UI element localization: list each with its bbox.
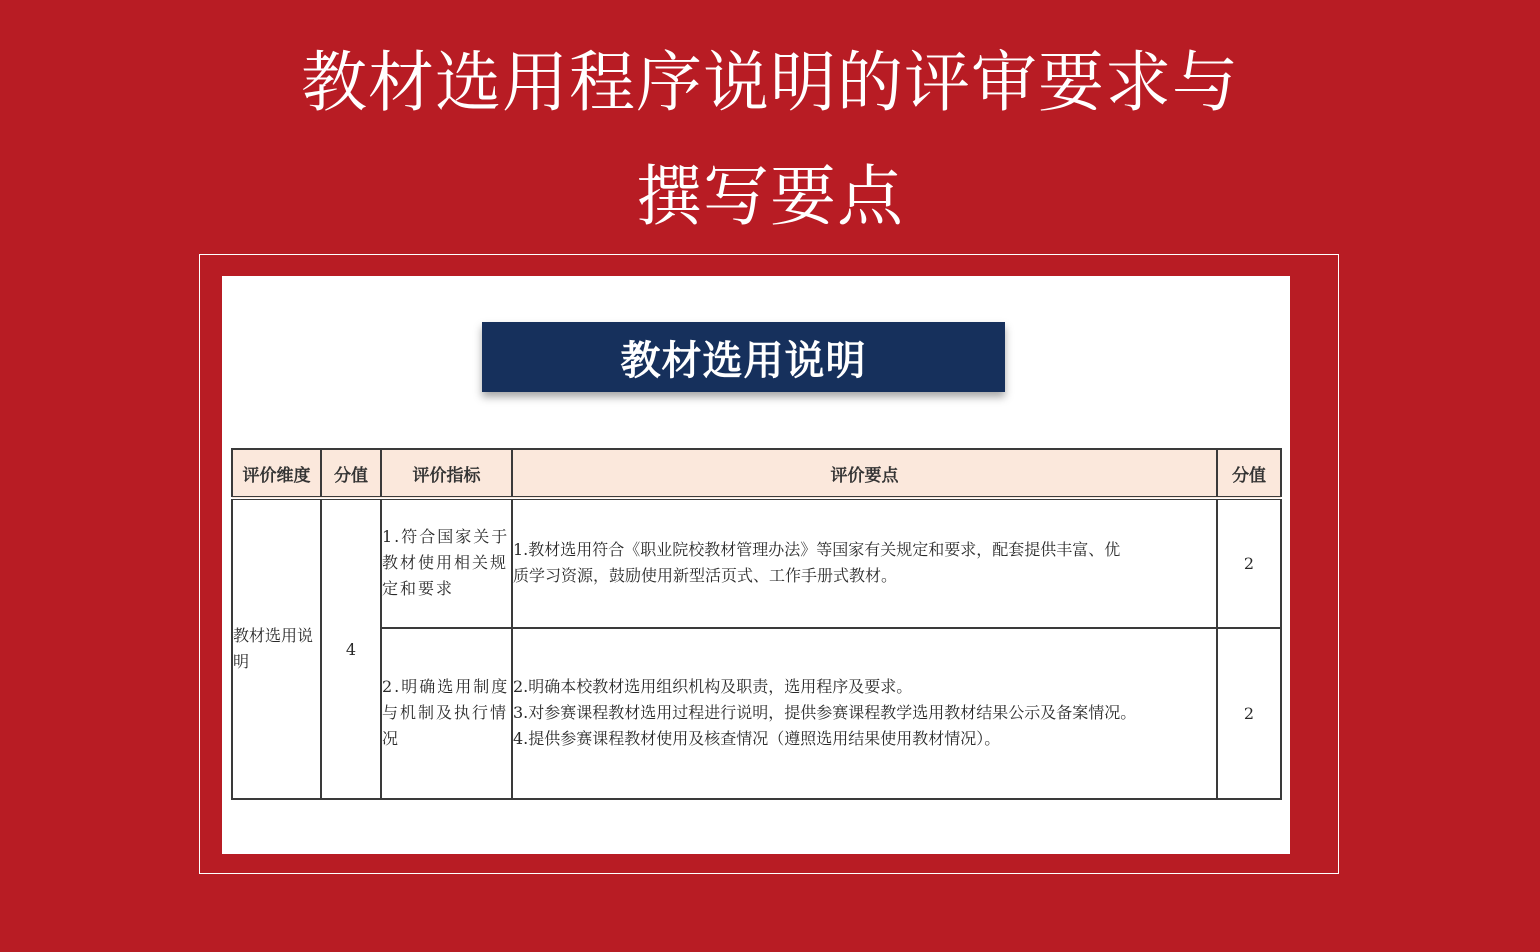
- header-score: 分值: [321, 449, 381, 498]
- slide-title-line-2: 撰写要点: [636, 158, 904, 235]
- header-indicator: 评价指标: [381, 449, 512, 498]
- table-row: [232, 498, 1281, 628]
- points-score-cell: 2: [1217, 628, 1281, 799]
- point-line: 质学习资源，鼓励使用新型活页式、工作手册式教材。: [513, 566, 898, 586]
- slide-title-line-1: 教材选用程序说明的评审要求与: [301, 44, 1239, 121]
- points-cell: [512, 628, 1217, 799]
- table-row: [232, 628, 1281, 799]
- table-header-row: [232, 449, 1281, 498]
- point-line: 2.明确本校教材选用组织机构及职责，选用程序及要求。: [513, 677, 913, 697]
- points-cell: [512, 498, 1217, 628]
- header-points: 评价要点: [512, 449, 1217, 498]
- indicator-cell: 1.符合国家关于教材使用相关规定和要求: [381, 498, 512, 628]
- point-line: 4.提供参赛课程教材使用及核查情况（遵照选用结果使用教材情况）。: [513, 729, 1001, 749]
- evaluation-table: [231, 448, 1282, 800]
- point-line: 1.教材选用符合《职业院校教材管理办法》等国家有关规定和要求，配套提供丰富、优: [513, 540, 1121, 560]
- point-line: 3.对参赛课程教材选用过程进行说明，提供参赛课程教学选用教材结果公示及备案情况。: [513, 703, 1137, 723]
- document-image: [222, 276, 1290, 854]
- dimension-cell: 教材选用说明: [232, 498, 321, 799]
- header-dimension: 评价维度: [232, 449, 321, 498]
- dimension-score-cell: 4: [321, 498, 381, 799]
- points-score-cell: 2: [1217, 498, 1281, 628]
- document-banner: 教材选用说明: [482, 322, 1005, 392]
- header-points-score: 分值: [1217, 449, 1281, 498]
- indicator-cell: 2.明确选用制度与机制及执行情况: [381, 628, 512, 799]
